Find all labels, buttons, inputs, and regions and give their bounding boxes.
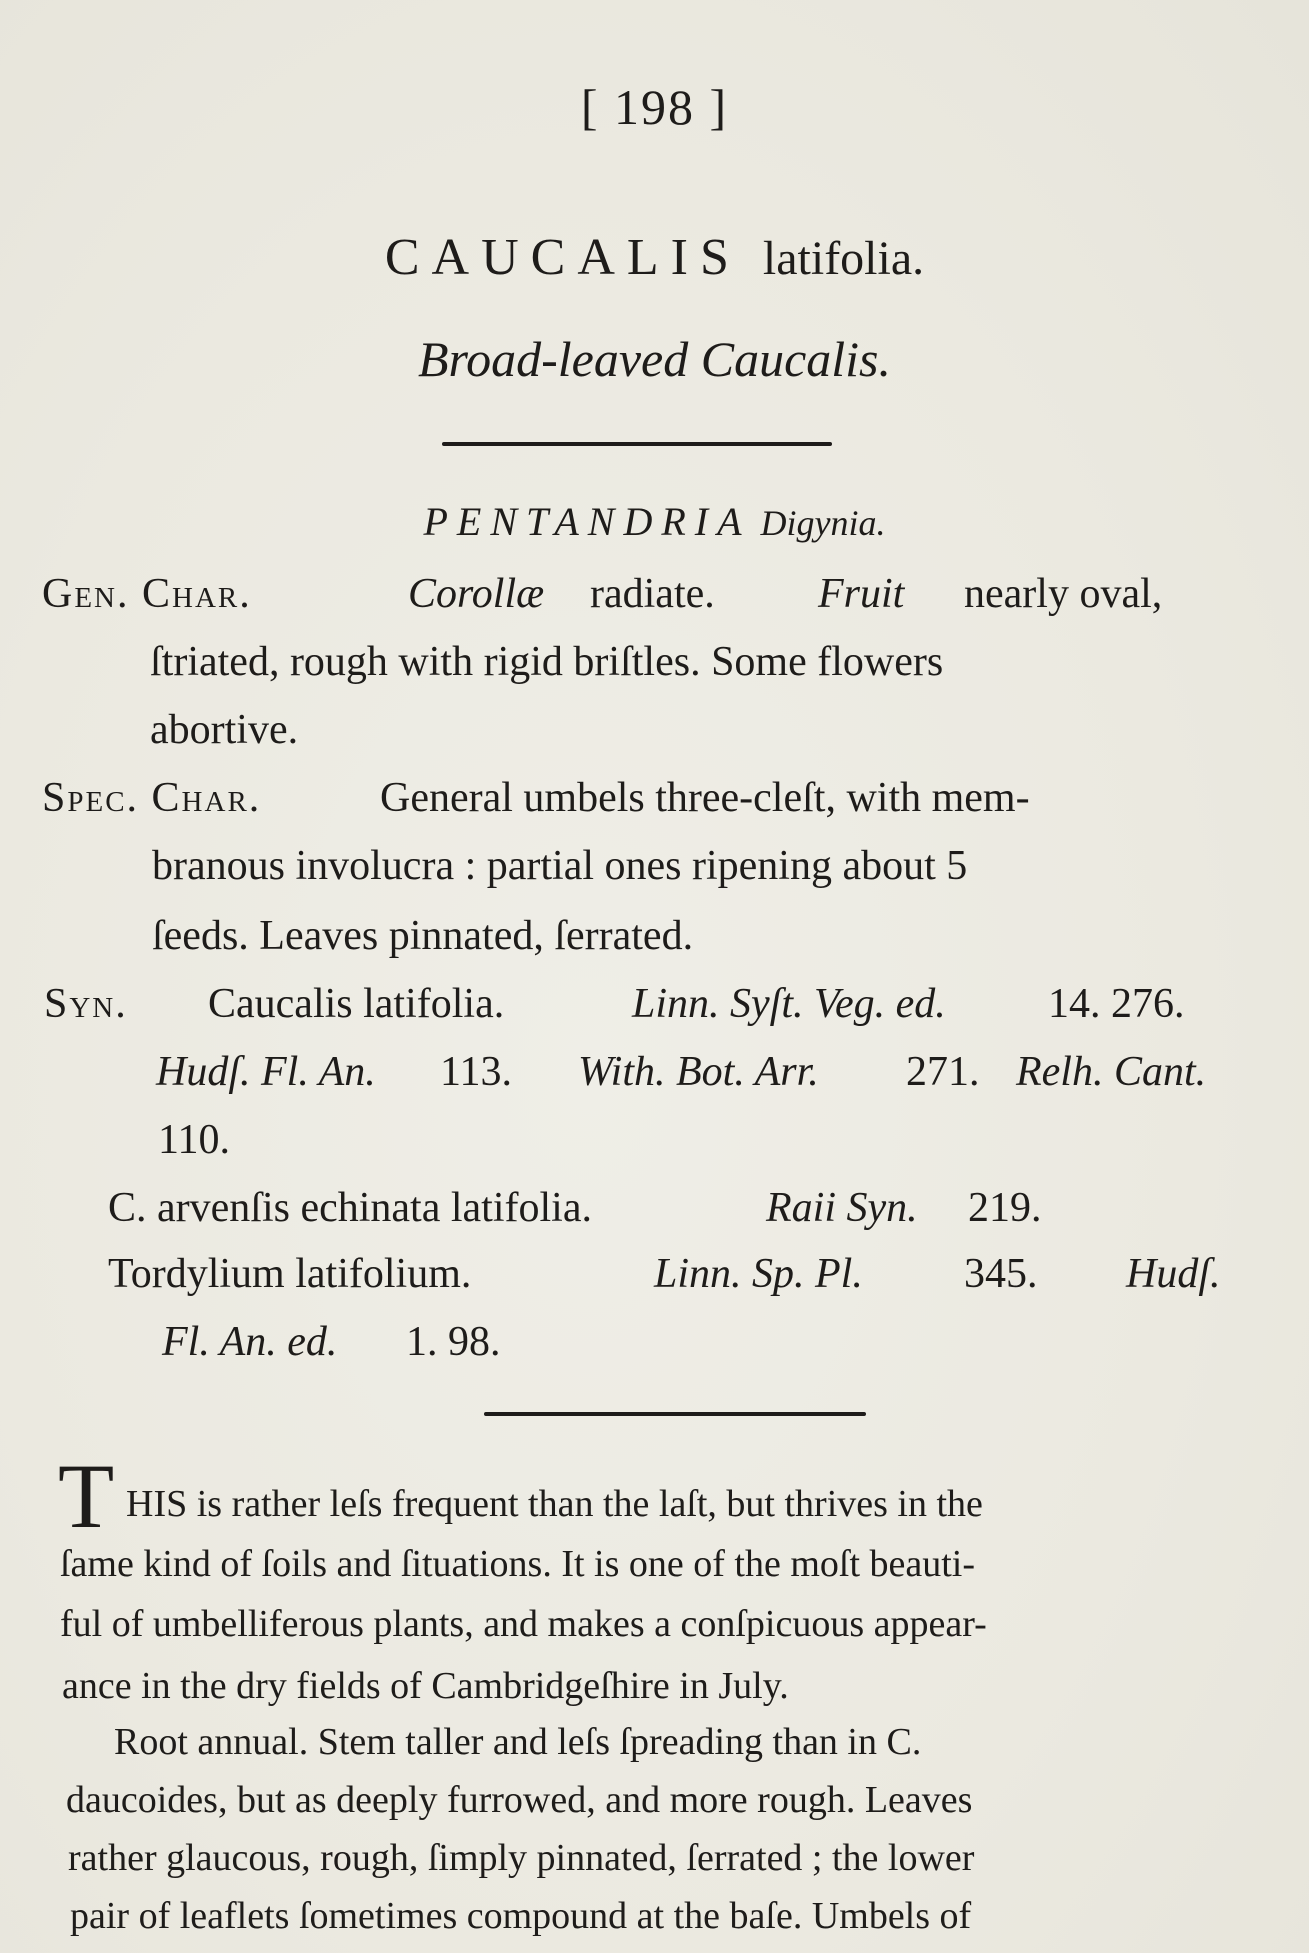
- gen-char-text: ſtriated, rough with rigid briſtles. Some flowers: [150, 639, 944, 685]
- gen-char-text: Corollæ: [408, 571, 545, 617]
- synonym-reference: 271.: [906, 1049, 980, 1095]
- synonym-reference: Raii Syn.: [766, 1185, 918, 1231]
- linnaean-classification: [0, 498, 1309, 545]
- paragraph-line: ſame kind of ſoils and ſituations. It is one of the moſt beauti-: [60, 1543, 976, 1585]
- paragraph-line: rather glaucous, rough, ſimply pinnated, ſerrated ; the lower: [68, 1837, 975, 1879]
- genus-name: CAUCALIS: [384, 229, 741, 286]
- synonym-reference: Hudſ. Fl. An.: [156, 1049, 376, 1095]
- synonym-name: C. arvenſis echinata latifolia.: [108, 1185, 592, 1231]
- paragraph-line: daucoides, but as deeply furrowed, and more rough. Leaves: [66, 1779, 973, 1821]
- syn-label: Syn.: [44, 981, 128, 1027]
- spec-char-label: Spec. Char.: [42, 775, 262, 821]
- spec-char-text: ſeeds. Leaves pinnated, ſerrated.: [152, 913, 694, 959]
- synonym-reference: 1. 98.: [406, 1319, 501, 1365]
- synonym-reference: 14. 276.: [1048, 981, 1185, 1027]
- spec-char-text: General umbels three-cleſt, with mem-: [380, 775, 1030, 821]
- synonym-reference: Linn. Syſt. Veg. ed.: [632, 981, 946, 1027]
- synonym-reference: 345.: [964, 1251, 1038, 1297]
- paragraph-line: Root annual. Stem taller and leſs ſpreading than in C.: [114, 1721, 922, 1763]
- gen-char-label: Gen. Char.: [42, 571, 252, 617]
- divider-rule: [484, 1412, 866, 1416]
- drop-cap: T: [58, 1445, 115, 1547]
- common-name: Broad-leaved Caucalis.: [417, 331, 892, 387]
- synonym-name: Tordylium latifolium.: [108, 1251, 472, 1297]
- divider-rule: [442, 442, 832, 446]
- gen-char-text: Fruit: [818, 571, 905, 617]
- species-epithet: latifolia.: [762, 232, 925, 285]
- synonym-name: Caucalis latifolia.: [208, 981, 505, 1027]
- paragraph-line: ance in the dry fields of Cambridgeſhire in July.: [62, 1665, 789, 1707]
- order-name: Digynia.: [760, 503, 886, 543]
- species-title: [0, 228, 1309, 287]
- gen-char-text: abortive.: [150, 707, 299, 753]
- synonym-reference: 113.: [440, 1049, 512, 1095]
- page-number: [ 198 ]: [580, 79, 729, 135]
- synonym-reference: 110.: [158, 1117, 230, 1163]
- paragraph-line: pair of leaflets ſometimes compound at the baſe. Umbels of: [70, 1895, 972, 1937]
- synonym-reference: Hudſ.: [1126, 1251, 1221, 1297]
- synonym-reference: Linn. Sp. Pl.: [654, 1251, 863, 1297]
- synonym-reference: Relh. Cant.: [1016, 1049, 1207, 1095]
- synonym-reference: Fl. An. ed.: [162, 1319, 338, 1365]
- class-name: PENTANDRIA: [423, 499, 751, 544]
- gen-char-text: radiate.: [590, 571, 715, 617]
- synonym-reference: With. Bot. Arr.: [578, 1049, 819, 1095]
- paragraph-line: HIS is rather leſs frequent than the laſt, but thrives in the: [126, 1483, 983, 1525]
- spec-char-text: branous involucra : partial ones ripening about 5: [152, 843, 968, 889]
- synonym-reference: 219.: [968, 1185, 1042, 1231]
- gen-char-text: nearly oval,: [964, 571, 1163, 617]
- paragraph-line: ful of umbelliferous plants, and makes a conſpicuous appear-: [60, 1603, 987, 1645]
